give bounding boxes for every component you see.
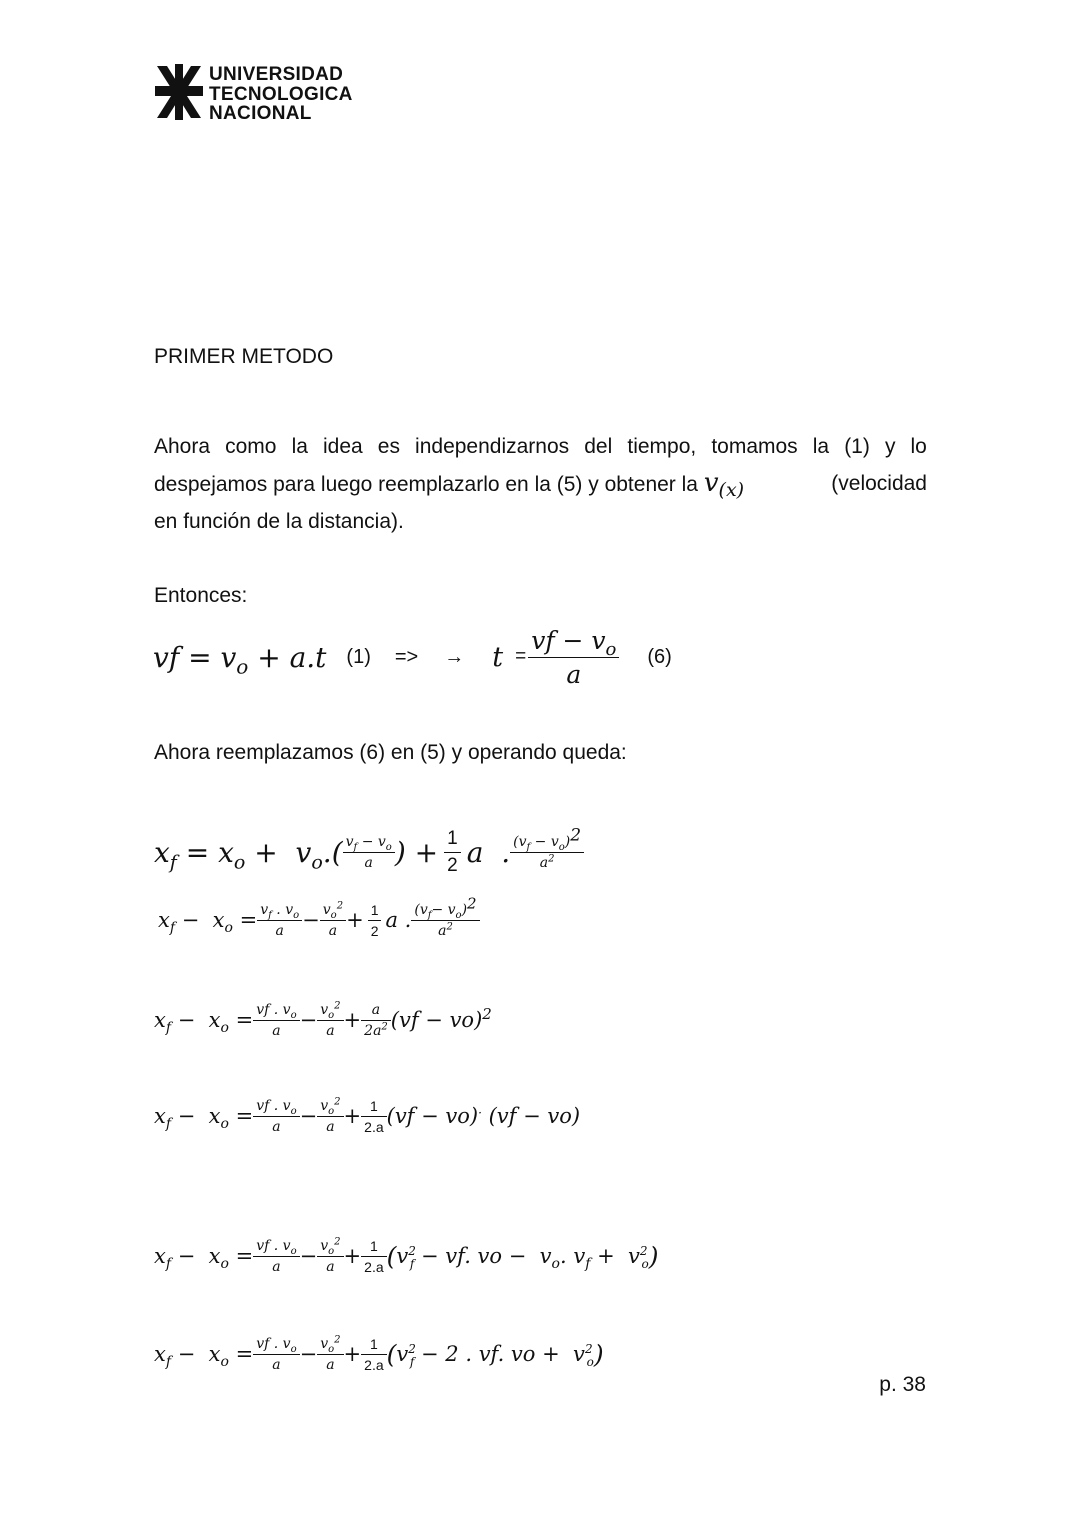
logo-line-2: TECNOLOGICA — [209, 83, 353, 105]
utn-logo-mark-icon — [155, 64, 203, 120]
intro-paragraph — [154, 428, 927, 540]
page-number: p. 38 — [879, 1373, 926, 1396]
equation-expanded-1: $x_f - x_o$ = $\frac{v_f . v_o}{a}$ − $\frac{v_o^2}{a}$ + $\frac{1}{2}$ a . $\frac{(v_f- v_o)^2}{a^2}$ — [158, 894, 480, 946]
equation-velocity-time: vf = $v_o + a.t$ (1) => → t = $\frac{vf - v_o}{a}$ (6) — [153, 625, 672, 689]
equation-expanded-2: $x_f - x_o$ = $\frac{vf . v_o}{a}$ − $\frac{v_o^2}{a}$ + $\frac{a}{2a^2}$ (vf − vo)$^2$ — [154, 999, 492, 1039]
logo-wordmark — [209, 65, 353, 124]
intro-line-2: despejamos para luego reemplazarlo en la (5) y obtener la $v_{(x)}$ (velocidad — [154, 468, 927, 501]
logo-line-3: NACIONAL — [209, 103, 312, 124]
university-logo — [155, 64, 375, 124]
equation-expanded-4: $x_f - x_o$ = $\frac{vf . v_o}{a}$ − $\frac{v_o^2}{a}$ + $\frac{1}{2.a}$ ( $v^2_f$ − vf. vo − $v_o$. $v_f + v^2_o$ ) — [154, 1235, 659, 1275]
velocity-function-symbol: $v_{(x)}$ — [703, 468, 745, 501]
logo-line-1: UNIVERSIDAD — [209, 64, 344, 85]
equation-expanded-3: $x_f - x_o$ = $\frac{vf . v_o}{a}$ − $\frac{v_o^2}{a}$ + $\frac{1}{2.a}$ (vf − vo)· (vf − vo) — [154, 1095, 581, 1135]
replace-sentence: Ahora reemplazamos (6) en (5) y operando queda: — [154, 741, 627, 764]
section-title: PRIMER METODO — [154, 345, 334, 368]
right-arrow-icon: → — [444, 645, 465, 668]
time-fraction: $\frac{vf - v_o}{a}$ — [528, 626, 619, 689]
intro-line-1: Ahora como la idea es independizarnos del tiempo, tomamos la (1) y lo — [154, 435, 927, 458]
intro-line-3: en función de la distancia). — [154, 510, 404, 533]
equation-expanded-5: $x_f - x_o$ = $\frac{vf . v_o}{a}$ − $\frac{v_o^2}{a}$ + $\frac{1}{2.a}$ ( $v^2_f - 2$ . vf. vo + $v^2_o$ ) — [154, 1333, 604, 1373]
entonces-label: Entonces: — [154, 584, 248, 607]
equation-position-substituted: $x_f = x_o + v_o$.( $\frac{v_f - v_o}{a}$ ) + $\frac{1}{2}$ a . $\frac{(v_f - v_o)^2}{a^2}$ — [154, 822, 584, 882]
